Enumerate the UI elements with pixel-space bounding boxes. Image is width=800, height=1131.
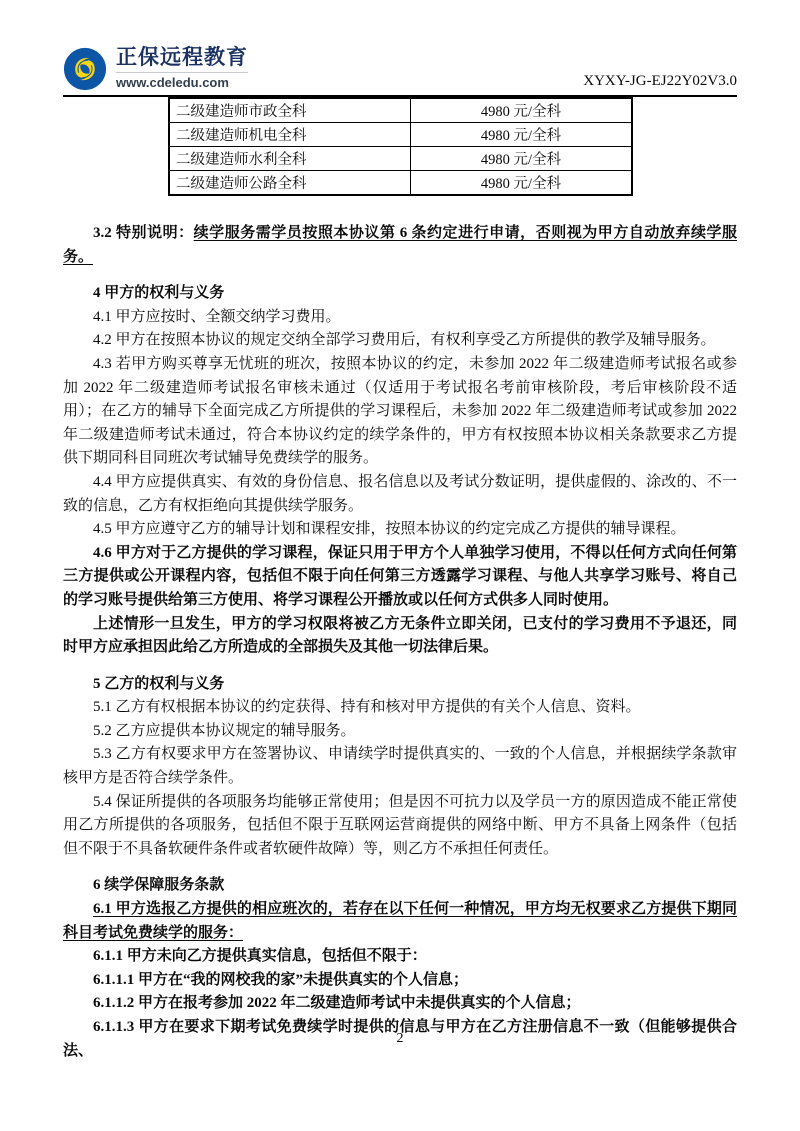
table-row <box>169 147 632 171</box>
clause-paragraph: 4.2 甲方在按照本协议的规定交纳全部学习费用后，有权利享受乙方所提供的教学及辅导服务。 <box>93 332 716 349</box>
price-cell: 4980 元/全科 <box>411 171 633 196</box>
brand-swirl-logo-icon <box>63 47 107 91</box>
clause-paragraph: 6.1 甲方选报乙方提供的相应班次的，若存在以下任何一种情况，甲方均无权要求乙方提供下期同科目考试免费续学的服务： <box>63 901 737 941</box>
course-cell: 二级建造师水利全科 <box>169 147 411 171</box>
course-cell: 二级建造师市政全科 <box>169 98 411 123</box>
course-cell: 二级建造师公路全科 <box>169 171 411 196</box>
clause-paragraph: 4.6 甲方对于乙方提供的学习课程，保证只用于甲方个人单独学习使用，不得以任何方式向任何第三方提供或公开课程内容，包括但不限于向任何第三方透露学习课程、与他人共享学习账号、将自己的学习账号提供给第三方使用、将学习课程公开播放或以任何方式供多人同时使用。 <box>63 544 737 608</box>
price-table-body <box>169 98 632 195</box>
price-cell: 4980 元/全科 <box>411 123 633 147</box>
price-cell: 4980 元/全科 <box>411 147 633 171</box>
doc-code: XYXY-JG-EJ22Y02V3.0 <box>583 73 737 89</box>
brand-text <box>116 46 248 91</box>
contract-body <box>63 222 737 1063</box>
clause-paragraph: 6.1.1.1 甲方在“我的网校我的家”未提供真实的个人信息； <box>93 971 469 988</box>
section-heading: 5 乙方的权利与义务 <box>93 675 225 692</box>
page-header <box>63 0 737 91</box>
clause-paragraph: 5.1 乙方有权根据本协议的约定获得、持有和核对甲方提供的有关个人信息、资料。 <box>93 699 641 716</box>
clause-paragraph: 5.3 乙方有权要求甲方在签署协议、申请续学时提供真实的、一致的个人信息，并根据续学条款审核甲方是否符合续学条件。 <box>63 746 737 787</box>
clause-paragraph: 6.1.1.3 甲方在要求下期考试免费续学时提供的信息与甲方在乙方注册信息不一致（但能够提供合法、 <box>63 1019 737 1059</box>
price-table <box>168 97 633 196</box>
table-row <box>169 171 632 196</box>
brand-name: 正保远程教育 <box>116 46 248 69</box>
lead-text: 3.2 特别说明： <box>93 225 194 241</box>
clause-paragraph: 4.3 若甲方购买尊享无忧班的班次，按照本协议的约定，未参加 2022 年二级建造师考试报名或参加 2022 年二级建造师考试报名审核未通过（仅适用于考试报名考前审核阶段，考后审核阶段不适用）；在乙方的辅导下全面完成乙方所提供的学习课程后，未参加 2022 年二级建造师考试或参加 2022 年二级建造师考试未通过，符合本协议约定的续学条件的，甲方有权按照本协议相关条款要求乙方提供下期同科目同班次考试辅导免费续学的服务。 <box>63 355 737 467</box>
clause-paragraph: 6.1.1.2 甲方在报考参加 2022 年二级建造师考试中未提供真实的个人信息； <box>93 995 581 1012</box>
clause-paragraph: 5.2 乙方应提供本协议规定的辅导服务。 <box>93 722 356 739</box>
clause-paragraph: 6.1.1 甲方未向乙方提供真实信息，包括但不限于： <box>93 948 427 965</box>
page-content <box>63 0 737 1063</box>
section-heading: 4 甲方的权利与义务 <box>93 285 225 302</box>
clause-paragraph: 5.4 保证所提供的各项服务均能够正常使用；但是因不可抗力以及学员一方的原因造成不能正常使用乙方所提供的各项服务，包括但不限于互联网运营商提供的网络中断、甲方不具备上网条件（包括但不限于不具备软硬件条件或者软硬件故障）等，则乙方不承担任何责任。 <box>63 793 737 857</box>
clause-paragraph: 4.5 甲方应遵守乙方的辅导计划和课程安排，按照本协议的约定完成乙方提供的辅导课程。 <box>93 521 686 538</box>
course-cell: 二级建造师机电全科 <box>169 123 411 147</box>
underlined-text: 续学服务需学员按照本协议第 6 条约定进行申请，否则视为甲方自动放弃续学服务。 <box>63 225 737 265</box>
brand-url: www.cdeledu.com <box>116 72 248 91</box>
clause-paragraph <box>63 222 737 269</box>
section-heading: 6 续学保障服务条款 <box>93 877 225 894</box>
clause-paragraph: 上述情形一旦发生，甲方的学习权限将被乙方无条件立即关闭，已支付的学习费用不予退还，同时甲方应承担因此给乙方所造成的全部损失及其他一切法律后果。 <box>63 615 737 656</box>
price-cell: 4980 元/全科 <box>411 98 633 123</box>
page-number: 2 <box>396 1031 404 1046</box>
clause-paragraph: 4.1 甲方应按时、全额交纳学习费用。 <box>93 308 341 325</box>
brand-block <box>63 46 248 91</box>
table-row <box>169 98 632 123</box>
clause-paragraph: 4.4 甲方应提供真实、有效的身份信息、报名信息以及考试分数证明，提供虚假的、涂改的、不一致的信息，乙方有权拒绝向其提供续学服务。 <box>63 473 737 514</box>
table-row <box>169 123 632 147</box>
